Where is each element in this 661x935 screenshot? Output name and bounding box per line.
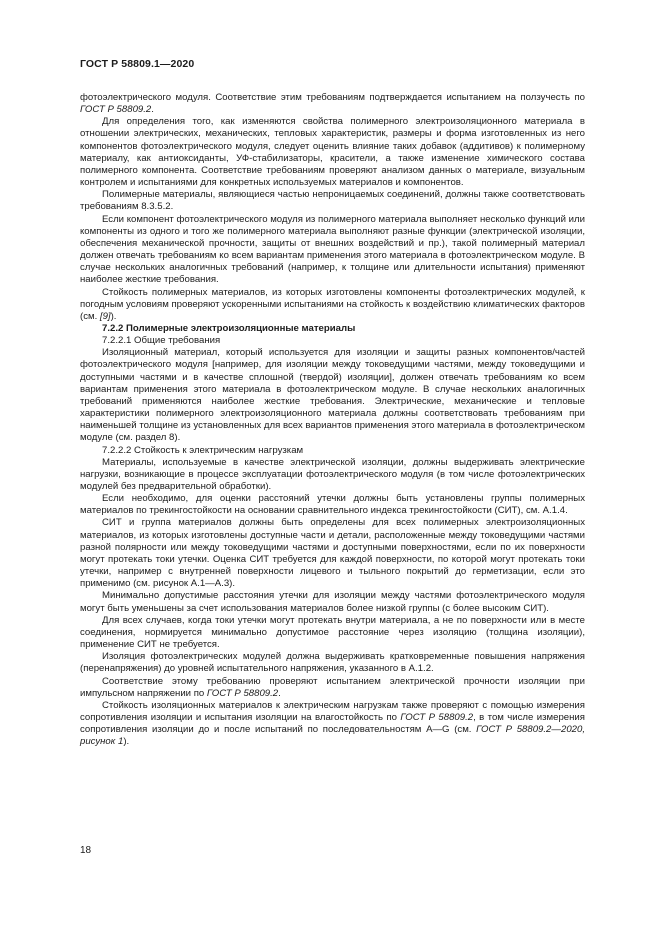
paragraph <box>80 457 585 493</box>
document-body <box>80 92 585 748</box>
reference-text: [9] <box>99 310 111 322</box>
paragraph <box>80 493 585 517</box>
paragraph <box>80 287 585 323</box>
paragraph-text: ). <box>110 310 117 322</box>
paragraph <box>80 700 585 749</box>
section-heading <box>80 323 585 335</box>
paragraph-text: фотоэлектрического модуля. Соответствие этим требованиям подтверждается испытанием на ползучесть по <box>80 92 585 103</box>
paragraph <box>80 590 585 614</box>
paragraph-text: Стойкость изоляционных материалов к электрическим нагрузкам также проверяют с помощью измерения сопротивления изоляции и испытания изоляции на влагостойкость по <box>80 699 585 723</box>
paragraph <box>80 189 585 213</box>
paragraph-text: ). <box>123 736 130 748</box>
paragraph <box>80 651 585 675</box>
paragraph <box>80 615 585 651</box>
paragraph-text: Изоляция фотоэлектрических модулей должна выдерживать кратковременные повышения напряжения (перенапряжения) до уровней испытательного напряжения, указанного в А.1.2. <box>80 651 585 675</box>
reference-text: ГОСТ Р 58809.2 <box>80 104 152 116</box>
paragraph-text: Соответствие этому требованию проверяют испытанием электрической прочности изоляции при импульсном напряжении по <box>80 675 585 699</box>
standard-header: ГОСТ Р 58809.1—2020 <box>80 58 195 70</box>
reference-text: ГОСТ Р 58809.2 <box>206 687 279 699</box>
paragraph <box>80 92 585 116</box>
paragraph-text: СИТ и группа материалов должны быть определены для всех полимерных электроизоляционных материалов, из которых изготовлены доступные части и детали, расположенные между токоведущими частями разной полярности или между токоведущими частями и доступными поверхностями, если по их поверхности могут протекать токи утечки. Оценка СИТ требуется для каждой поверхности, по которой могут протекать токи утечки, например с внутренней поверхности лицевого и тыльного покрытий до герметизации, если это применимо (см. рисунок А.1—А.3). <box>80 517 585 590</box>
paragraph-text: 7.2.2 Полимерные электроизоляционные материалы <box>102 322 356 334</box>
paragraph <box>80 116 585 189</box>
paragraph-text: Для определения того, как изменяются свойства полимерного электроизоляционного материала в отношении электрических, механических, тепловых характеристик, размеры и форма изготовленных из него компонентов фотоэлектрического модуля, следует оценить влияние таких добавок (аддитивов) к полимерному материалу, как антиоксиданты, УФ-стабилизаторы, красители, а также изменение химического состава полимерного компонента. Соответствие требованиям проверяют анализом данных о материале, визуальным контролем и испытаниями для конкретных используемых материалов и компонентов. <box>80 116 585 189</box>
paragraph-text: 7.2.2.1 Общие требования <box>102 335 221 347</box>
reference-text: ГОСТ Р 58809.2 <box>400 711 474 723</box>
paragraph-text: Минимально допустимые расстояния утечки для изоляции между частями фотоэлектрического модуля могут быть уменьшены за счет использования материалов более низкой группы (с более высоким СИТ). <box>80 590 585 614</box>
paragraph-text: Стойкость полимерных материалов, из которых изготовлены компоненты фотоэлектрических модулей, к погодным условиям проверяют ускоренными испытаниями на стойкость к воздействию климатических факторов (см. <box>80 286 585 322</box>
paragraph-text: . <box>151 104 154 116</box>
paragraph <box>80 517 585 590</box>
paragraph <box>80 445 585 457</box>
paragraph-text: 7.2.2.2 Стойкость к электрическим нагрузкам <box>102 444 304 456</box>
paragraph <box>80 676 585 700</box>
paragraph <box>80 347 585 444</box>
paragraph-text: , в том числе измерения сопротивления изоляции до и после испытаний по последовательностям А—G (см. <box>80 711 585 736</box>
paragraph <box>80 335 585 347</box>
paragraph-text: Материалы, используемые в качестве электрической изоляции, должны выдерживать электрические нагрузки, возникающие в процессе эксплуатации фотоэлектрического модуля (в том числе фотоэлектрических модулей без предварительной обработки). <box>80 456 585 492</box>
paragraph-text: Для всех случаев, когда токи утечки могут протекать внутри материала, а не по поверхности или в месте соединения, нормируется минимально допустимое расстояние через изоляцию (толщина изоляции), применение СИТ не требуется. <box>80 614 585 651</box>
reference-text: ГОСТ Р 58809.2—2020, рисунок 1 <box>80 724 585 748</box>
page-number: 18 <box>80 845 92 856</box>
paragraph-text: Если необходимо, для оценки расстояний утечки должны быть установлены группы полимерных материалов по трекингостойкости на основании сравнительного индекса трекингостойкости (СИТ), см. А.1.4. <box>80 493 585 517</box>
paragraph-text: . <box>278 687 281 699</box>
paragraph <box>80 214 585 287</box>
paragraph-text: Если компонент фотоэлектрического модуля из полимерного материала выполняет несколько функций или компоненты из одного и того же полимерного материала выполняют разные функции (электрической изоляции, обеспечения механической прочности, защиты от внешних воздействий и пр.), такой полимерный материал должен отвечать требованиям ко всем вариантам применения этого материала в фотоэлектрическом модуле. В случае нескольких аналогичных требований (например, к толщине или длительности испытания) применяют наиболее жесткие требования. <box>80 213 585 286</box>
paragraph-text: Изоляционный материал, который используется для изоляции и защиты разных компонентов/частей фотоэлектрического модуля [например, для изоляции между токоведущими частями, между токоведущими и доступными частями и в качестве сплошной (твердой) изоляции], должен отвечать требованиям ко всем вариантам применения этого материала в фотоэлектрическом модуле. В случае нескольких аналогичных требований применяются наиболее жесткие требования. Электрические, механические и тепловые характеристики полимерного электроизоляционного материала должны соответствовать требованиям при наименьшей толщине из установленных для всех вариантов применения этого материала в фотоэлектрическом модуле (см. раздел 8). <box>80 347 585 444</box>
paragraph-text: Полимерные материалы, являющиеся частью непроницаемых соединений, должны также соответствовать требованиям 8.3.5.2. <box>80 189 585 213</box>
